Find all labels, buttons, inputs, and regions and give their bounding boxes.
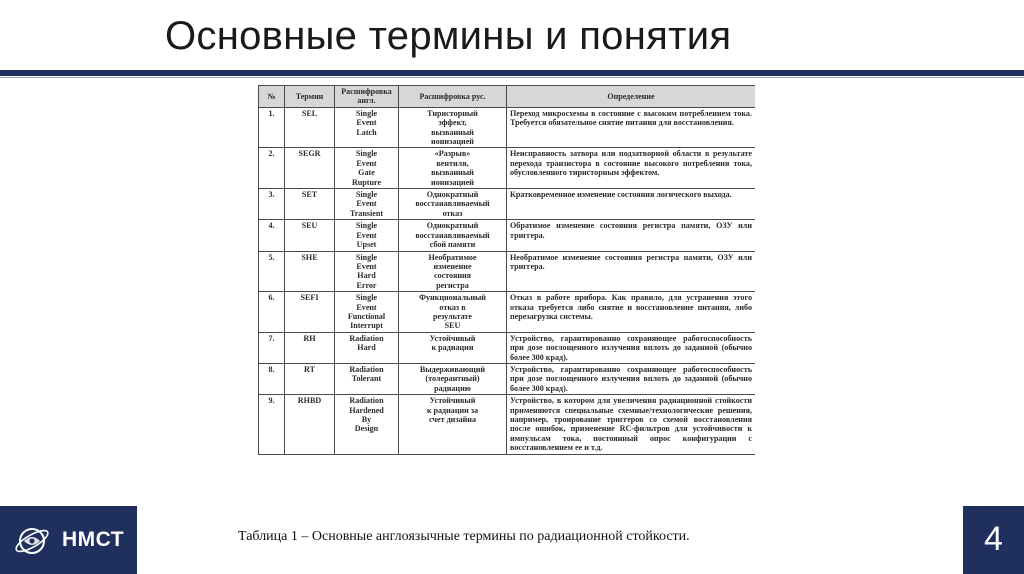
cell-term: SEU xyxy=(285,220,335,251)
cell-num: 7. xyxy=(259,332,285,363)
table-row xyxy=(259,148,756,189)
table-caption: Таблица 1 – Основные англоязычные термины по радиационной стойкости. xyxy=(238,529,690,544)
logo-text: НМСТ xyxy=(62,528,125,551)
cell-num: 3. xyxy=(259,189,285,220)
cell-en: Radiation Hardened By Design xyxy=(335,395,399,454)
cell-ru: Однократный восстанавливаемый отказ xyxy=(399,189,507,220)
cell-en: Single Event Upset xyxy=(335,220,399,251)
cell-ru: Функциональный отказ в результате SEU xyxy=(399,292,507,333)
title-underline xyxy=(0,70,1024,76)
cell-num: 5. xyxy=(259,251,285,292)
cell-term: SEL xyxy=(285,107,335,148)
cell-num: 9. xyxy=(259,395,285,454)
cell-term: RT xyxy=(285,363,335,394)
table-row xyxy=(259,363,756,394)
cell-en: Single Event Functional Interrupt xyxy=(335,292,399,333)
header-ru: Расшифровка рус. xyxy=(399,86,507,108)
cell-en: Radiation Tolerant xyxy=(335,363,399,394)
cell-definition: Переход микросхемы в состояние с высоким потреблением тока. Требуется обязательное снятие питания для восстановления. xyxy=(507,107,756,148)
table-row xyxy=(259,189,756,220)
cell-definition: Устройство, гарантированно сохраняющее работоспособность при дозе поглощенного излучения вплоть до заданной (обычно более 300 крад). xyxy=(507,363,756,394)
table-header-row xyxy=(259,86,756,108)
cell-ru: Выдерживающий (толерантный) радиацию xyxy=(399,363,507,394)
table-row xyxy=(259,292,756,333)
header-num: № xyxy=(259,86,285,108)
cell-num: 8. xyxy=(259,363,285,394)
cell-num: 6. xyxy=(259,292,285,333)
cell-definition: Отказ в работе прибора. Как правило, для устранения этого отказа требуется либо снятие и восстановление питания, либо перезагрузка системы. xyxy=(507,292,756,333)
cell-term: SEGR xyxy=(285,148,335,189)
page-number-block xyxy=(963,506,1024,574)
cell-definition: Кратковременное изменение состояния логического выхода. xyxy=(507,189,756,220)
cell-definition: Устройство, в котором для увеличения радиационной стойкости применяются специальные схемные/технологические решения, например, троирование триггеров со схемой восстановления после ошибок, применение RC-фильтров для устойчивости к импульсам тока, постоянный опрос конфигурации с восстановлением ее и т.д. xyxy=(507,395,756,454)
table-row xyxy=(259,220,756,251)
cell-term: SEFI xyxy=(285,292,335,333)
cell-en: Single Event Hard Error xyxy=(335,251,399,292)
cell-definition: Необратимое изменение состояния регистра памяти, ОЗУ или триггера. xyxy=(507,251,756,292)
header-en: Расшифровка англ. xyxy=(335,86,399,108)
cell-en: Single Event Gate Rupture xyxy=(335,148,399,189)
cell-ru: «Разрыв» вентиля, вызванный ионизацией xyxy=(399,148,507,189)
cell-ru: Однократный восстанавливаемый сбой памяти xyxy=(399,220,507,251)
table-row xyxy=(259,251,756,292)
cell-definition: Неисправность затвора или подзатворной области в результате перехода транзистора в состояние высокого потребления тока, обусловленного тиристорным эффектом. xyxy=(507,148,756,189)
footer-logo-block xyxy=(0,506,137,574)
slide-title: Основные термины и понятия xyxy=(165,14,732,58)
globe-orbit-logo-icon xyxy=(12,521,52,561)
cell-num: 4. xyxy=(259,220,285,251)
cell-num: 1. xyxy=(259,107,285,148)
cell-en: Radiation Hard xyxy=(335,332,399,363)
table-row xyxy=(259,107,756,148)
cell-term: RHBD xyxy=(285,395,335,454)
cell-term: SHE xyxy=(285,251,335,292)
cell-term: RH xyxy=(285,332,335,363)
cell-en: Single Event Transient xyxy=(335,189,399,220)
header-term: Термин xyxy=(285,86,335,108)
cell-ru: Устойчивый к радиации xyxy=(399,332,507,363)
cell-definition: Обратимое изменение состояния регистра памяти, ОЗУ или триггера. xyxy=(507,220,756,251)
terms-table xyxy=(258,85,755,455)
cell-en: Single Event Latch xyxy=(335,107,399,148)
page-number: 4 xyxy=(984,520,1003,558)
title-underline-thin xyxy=(0,77,1024,78)
terms-table-image xyxy=(258,85,755,512)
cell-term: SET xyxy=(285,189,335,220)
cell-ru: Необратимое изменение состояния регистра xyxy=(399,251,507,292)
cell-ru: Устойчивый к радиации за счет дизайна xyxy=(399,395,507,454)
cell-definition: Устройство, гарантированно сохраняющее работоспособность при дозе поглощенного излучения вплоть до заданной (обычно более 300 крад). xyxy=(507,332,756,363)
header-definition: Определение xyxy=(507,86,756,108)
cell-ru: Тиристорный эффект, вызванный ионизацией xyxy=(399,107,507,148)
table-row xyxy=(259,332,756,363)
cell-num: 2. xyxy=(259,148,285,189)
table-row xyxy=(259,395,756,454)
